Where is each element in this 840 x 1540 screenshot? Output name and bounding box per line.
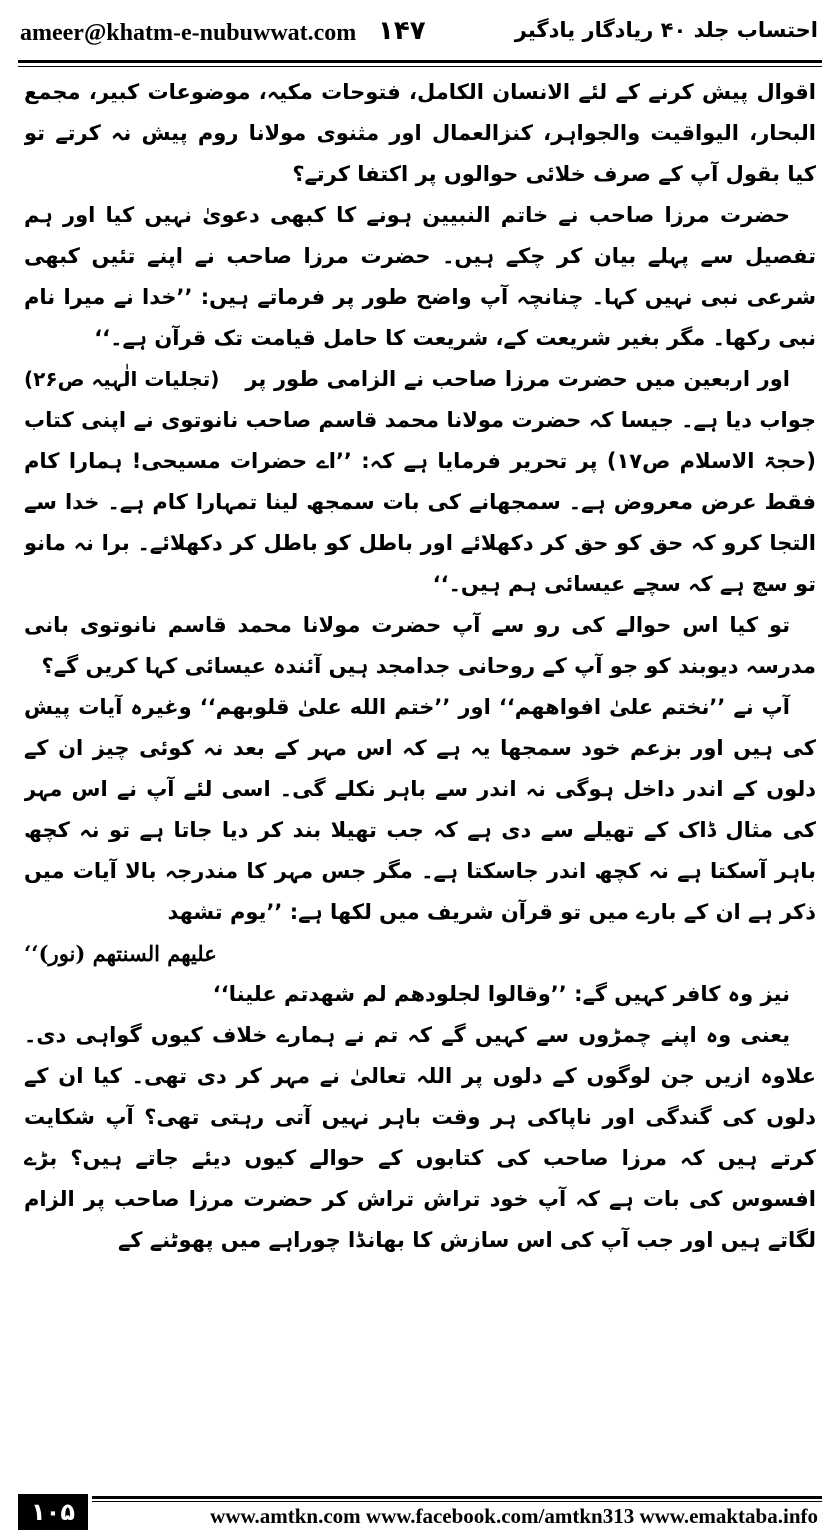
paragraph-7: یعنی وہ اپنے چمڑوں سے کہیں گے کہ تم نے ہمارے خلاف کیوں گواہی دی۔ علاوہ ازیں جن لوگوں کے دلوں پر اللہ تعالیٰ نے مہر کر دی تھی۔ کیا ان کے دلوں کی گندگی اور ناپاکی ہر وقت باہر نہیں آتی رہتی تھی؟ آپ شکایت کرتے ہیں کہ مرزا صاحب کی کتابوں کے حوالے کیوں دیئے جاتے ہیں؟ بڑے افسوس کی بات ہے کہ آپ خود تراش تراش کر حضرت مرزا صاحب پر الزام لگاتے ہیں اور جب آپ کی اس سازش کا بھانڈا چوراہے میں پھوٹنے کے bbox=[24, 1023, 816, 1252]
footer-links[interactable]: www.amtkn.com www.facebook.com/amtkn313 www.emaktaba.info bbox=[210, 1504, 818, 1528]
page-footer bbox=[18, 1494, 822, 1532]
quran-verse-tail: علیهم السنتهم (نور)‘‘ bbox=[24, 941, 217, 966]
paragraph-2-text: حضرت مرزا صاحب نے خاتم النبیین ہونے کا کبھی دعویٰ نہیں کیا اور ہم تفصیل سے پہلے بیان کر چکے ہیں۔ حضرت مرزا صاحب نے اپنے تئیں کبھی شرعی نبی نہیں کہا۔ چنانچہ آپ واضح طور پر فرماتے ہیں: ’’خدا نے میرا نام نبی رکھا۔ مگر بغیر شریعت کے، شریعت کا حامل قیامت تک قرآن ہے۔‘‘ bbox=[24, 203, 816, 350]
header-email[interactable]: ameer@khatm-e-nubuwwat.com bbox=[20, 20, 357, 46]
paragraph-5 bbox=[24, 687, 816, 974]
header-page-number: ۱۴۷ bbox=[378, 16, 426, 46]
page-header bbox=[18, 14, 822, 58]
paragraph-2 bbox=[24, 195, 816, 391]
paragraph-6: نیز وہ کافر کہیں گے: ’’وقالوا لجلودهم لم شهدتم علینا‘‘ bbox=[212, 982, 790, 1006]
page-body bbox=[24, 72, 816, 1456]
footer-page-number: ۱۰۵ bbox=[18, 1494, 88, 1530]
footer-rule-thin bbox=[92, 1501, 822, 1502]
header-rule bbox=[18, 60, 822, 67]
paragraph-4: تو کیا اس حوالے کی رو سے آپ حضرت مولانا محمد قاسم نانوتوی بانی مدرسہ دیوبند کو جو آپ کے روحانی جدامجد ہیں آئندہ عیسائی کہا کریں گے؟ bbox=[24, 613, 816, 678]
reference-tajalliyat: (تجلیات الٰہیہ ص۲۶) bbox=[24, 367, 220, 391]
paragraph-5-text: آپ نے ’’نختم علیٰ افواههم‘‘ اور ’’ختم الله علیٰ قلوبهم‘‘ وغیرہ آیات پیش کی ہیں اور بزعم خود سمجھا یہ ہے کہ اس مہر کے بعد نہ کوئی چیز ان کے دلوں کے اندر داخل ہوگی نہ اندر سے باہر نکلے گی۔ اسی لئے آپ نے اس مہر کی مثال ڈاک کے تھیلے سے دی ہے کہ جب تھیلا بند کر دیا جاتا ہے تو نہ کچھ باہر آسکتا ہے نہ کچھ اندر جاسکتا ہے۔ مگر جس مہر کا مندرجہ بالا آیات میں ذکر ہے ان کے بارے میں تو قرآن شریف میں لکھا ہے: ’’یوم تشهد bbox=[24, 695, 816, 924]
header-book-title: احتساب جلد ۴۰ ریادگار یادگیر bbox=[514, 18, 818, 42]
footer-rule-thick bbox=[92, 1496, 822, 1499]
paragraph-1: اقوال پیش کرنے کے لئے الانسان الکامل، فتوحات مکیہ، موضوعات کبیر، مجمع البحار، الیواقیت والجواہر، کنزالعمال اور مثنوی مولانا روم پیش نہ کرتے تو کیا بقول آپ کے صرف خلائی حوالوں پر اکتفا کرتے؟ bbox=[24, 80, 816, 186]
paragraph-3: اور اربعین میں حضرت مرزا صاحب نے الزامی طور پر جواب دیا ہے۔ جیسا کہ حضرت مولانا محمد قاسم صاحب نانوتوی نے اپنی کتاب (حجۃ الاسلام ص۱۷) پر تحریر فرمایا ہے کہ: ’’اے حضرات مسیحی! ہمارا کام فقط عرض معروض ہے۔ سمجھانے کی بات سمجھ لینا تمہارا کام ہے۔ خدا سے التجا کرو کہ حق کو حق کر دکھلائے اور باطل کو باطل کر دکھلائے۔ برا نہ مانو تو سچ ہے کہ سچے عیسائی ہم ہیں۔‘‘ bbox=[24, 367, 816, 596]
